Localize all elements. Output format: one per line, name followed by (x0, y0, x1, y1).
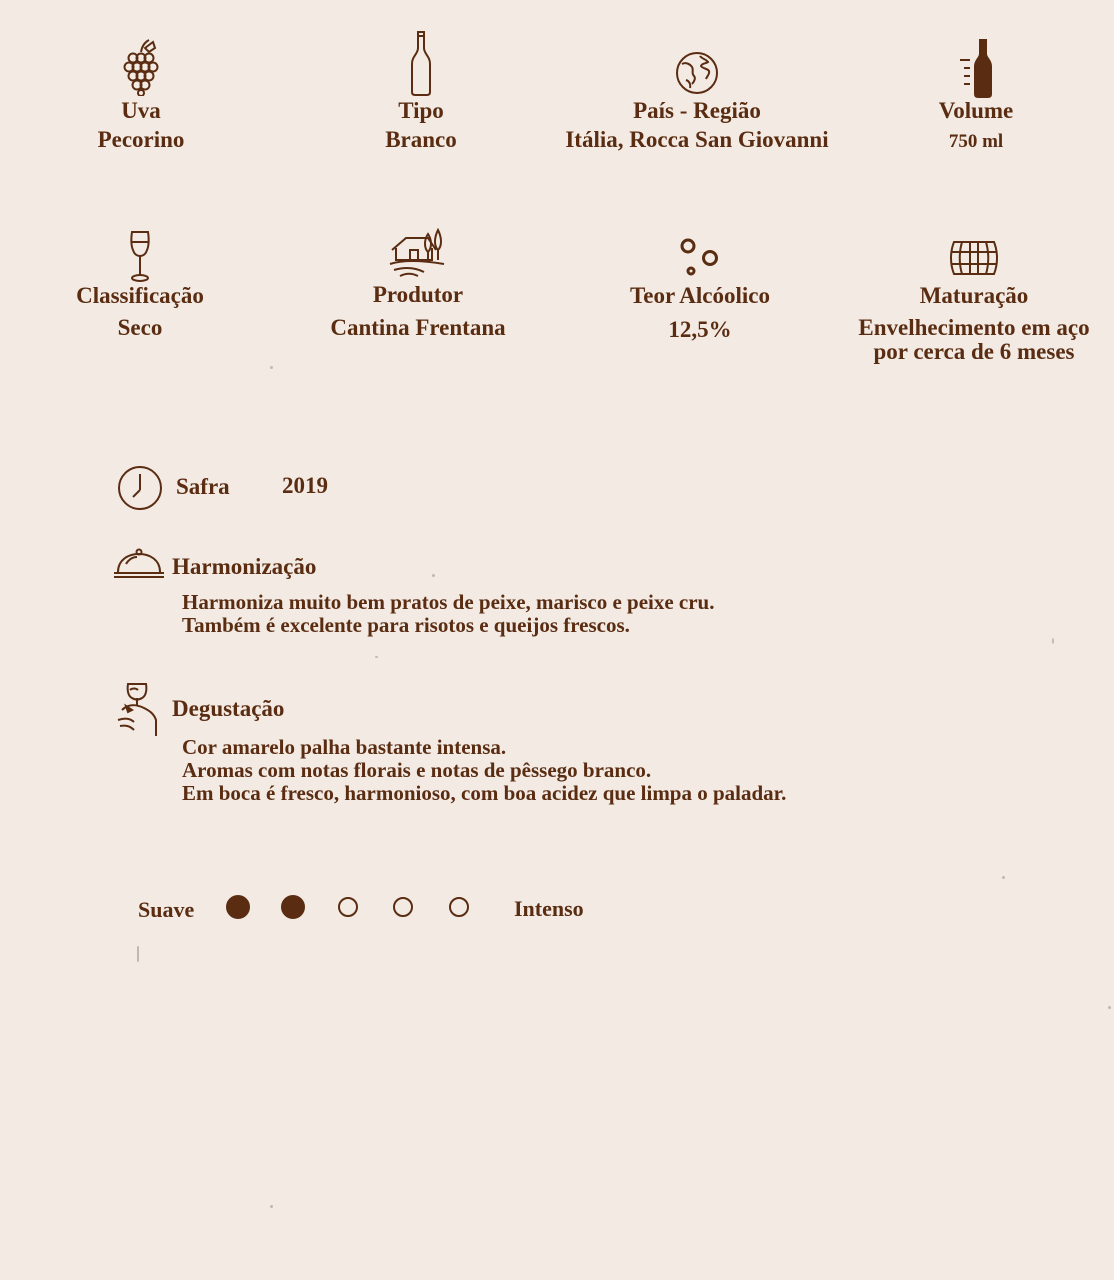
harmonizacao-line: Harmoniza muito bem pratos de peixe, marisco e peixe cru. (182, 590, 715, 614)
safra-label: Safra (176, 474, 230, 499)
spec-value: Itália, Rocca San Giovanni (565, 127, 829, 152)
spec-label: Uva (121, 98, 161, 123)
scale-min-label: Suave (138, 897, 195, 922)
harmonizacao-line: Também é excelente para risotos e queijos frescos. (182, 613, 630, 637)
safra-value: 2019 (282, 473, 328, 498)
scale-max-label: Intenso (514, 896, 584, 921)
wine-glass-icon (128, 230, 152, 284)
paper-speck (432, 574, 435, 577)
spec-label: País - Região (633, 98, 761, 123)
spec-value: 750 ml (948, 131, 1004, 152)
spec-label: Maturação (919, 283, 1029, 308)
spec-value: Pecorino (97, 127, 185, 152)
intensity-dot (281, 895, 305, 919)
harmonizacao-text (182, 591, 715, 637)
spec-label: Produtor (372, 282, 464, 307)
paper-speck (137, 946, 139, 962)
intensity-dot (338, 897, 358, 917)
spec-label: Teor Alcóolico (630, 283, 770, 308)
degustacao-line: Aromas com notas florais e notas de pêssego branco. (182, 758, 652, 782)
degustacao-title: Degustação (172, 696, 285, 721)
spec-label: Volume (938, 98, 1014, 123)
spec-value-line: por cerca de 6 meses (873, 339, 1075, 364)
spec-teor (550, 0, 850, 360)
tasting-hand-icon (116, 680, 162, 740)
harmonizacao-title: Harmonização (172, 554, 317, 579)
spec-value: Branco (385, 127, 457, 152)
degustacao-line: Em boca é fresco, harmonioso, com boa acidez que limpa o paladar. (182, 781, 787, 805)
spec-value-line: Envelhecimento em aço (858, 315, 1090, 340)
spec-maturacao (824, 0, 1114, 370)
cloche-icon (112, 548, 166, 580)
spec-label: Classificação (76, 283, 204, 308)
intensity-dot (393, 897, 413, 917)
degustacao-text (182, 736, 786, 805)
paper-speck (375, 656, 378, 658)
spec-value: Cantina Frentana (330, 315, 506, 340)
bubbles-icon (679, 236, 721, 278)
paper-speck (1002, 876, 1005, 879)
spec-classificacao (0, 0, 290, 360)
paper-speck (1052, 638, 1054, 644)
barrel-icon (948, 238, 1000, 278)
paper-speck (270, 1205, 273, 1208)
spec-label: Tipo (398, 98, 444, 123)
intensity-dot (226, 895, 250, 919)
spec-value: Seco (117, 315, 163, 340)
degustacao-line: Cor amarelo palha bastante intensa. (182, 735, 507, 759)
paper-speck (270, 366, 273, 369)
clock-icon (117, 465, 163, 511)
farm-icon (388, 228, 448, 278)
intensity-dot (449, 897, 469, 917)
spec-produtor (268, 0, 568, 360)
spec-value: 12,5% (668, 317, 732, 342)
paper-speck (1108, 1006, 1111, 1009)
